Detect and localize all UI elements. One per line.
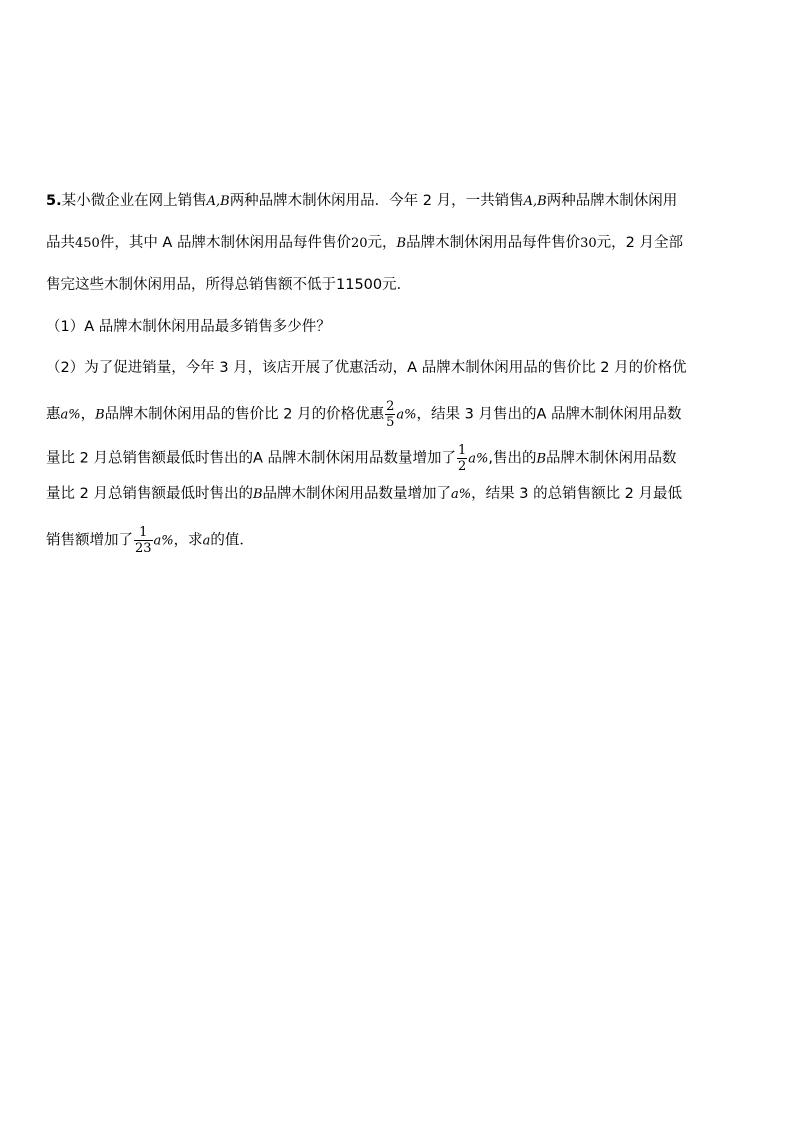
fraction: [385, 400, 395, 429]
text: 的值．: [210, 532, 254, 549]
math-a-percent: a%: [468, 451, 489, 467]
question-2-line-1: [46, 361, 776, 376]
math-b: B: [252, 487, 263, 502]
math-number: 30: [580, 236, 597, 251]
text: 某小微企业在网上销售: [61, 193, 207, 209]
text: 元，: [367, 235, 397, 251]
math-number: 450: [75, 236, 100, 251]
question-2-line-2: [46, 400, 776, 429]
math-ab: A,B: [206, 194, 230, 209]
fraction-denominator: 5: [386, 415, 395, 430]
problem-number: 5.: [46, 193, 62, 209]
text: 两种品牌木制休闲用: [546, 193, 678, 209]
math-b: B: [536, 451, 547, 467]
text: 售完这些木制休闲用品，所得总销售额不低于11500元．: [46, 277, 412, 293]
math-b: B: [95, 407, 105, 423]
fraction: [457, 444, 467, 473]
question-2-line-4: [46, 487, 776, 503]
text: 品牌木制休闲用品数量增加了: [262, 486, 452, 502]
math-a-percent: a%: [451, 487, 472, 502]
text: 元，2 月全部: [596, 235, 683, 251]
question-1: [46, 320, 776, 335]
fraction-numerator: 1: [139, 525, 148, 540]
text: 销售额增加了: [46, 532, 133, 549]
problem-line-3: [46, 278, 776, 293]
question-2-line-5: [46, 526, 776, 555]
math-a-percent: a%: [153, 533, 174, 549]
fraction-numerator: 2: [386, 399, 395, 414]
text: 品共: [46, 235, 75, 251]
math-number: 20: [350, 236, 368, 251]
text: ,售出的: [488, 450, 537, 467]
text: ，结果 3 的总销售额比 2 月最低: [471, 486, 683, 502]
text: 品牌木制休闲用品数: [546, 450, 677, 467]
problem-line-2: [46, 236, 776, 252]
text: ，求: [173, 532, 203, 549]
text: （1）A 品牌木制休闲用品最多销售多少件？: [46, 319, 331, 335]
fraction: [134, 526, 153, 555]
text: 量比 2 月总销售额最低时售出的: [46, 486, 253, 502]
text: ，: [80, 406, 96, 423]
text: 两种品牌木制休闲用品．今年 2 月，一共销售: [229, 193, 524, 209]
math-ab: A,B: [523, 194, 547, 209]
math-a-percent: a%: [396, 407, 417, 423]
fraction-numerator: 1: [457, 443, 467, 458]
text: ，结果 3 月售出的A 品牌木制休闲用品数: [416, 406, 682, 423]
text: （2）为了促进销量，今年 3 月，该店开展了优惠活动，A 品牌木制休闲用品的售价比 2 月的价格优: [46, 360, 687, 376]
question-2-line-3: [46, 444, 776, 473]
text: 惠: [46, 406, 61, 423]
math-a-percent: a%: [60, 407, 81, 423]
text: 量比 2 月总销售额最低时售出的A 品牌木制休闲用品数量增加了: [46, 450, 456, 467]
problem-line-1: [46, 194, 776, 210]
text: 件，其中 A 品牌木制休闲用品每件售价: [99, 235, 351, 251]
fraction-denominator: 23: [135, 541, 152, 556]
math-a: a: [202, 533, 211, 549]
text: 品牌木制休闲用品的售价比 2 月的价格优惠: [104, 406, 385, 423]
text: 品牌木制休闲用品每件售价: [406, 235, 581, 251]
fraction-denominator: 2: [457, 459, 467, 474]
math-b: B: [396, 236, 407, 251]
